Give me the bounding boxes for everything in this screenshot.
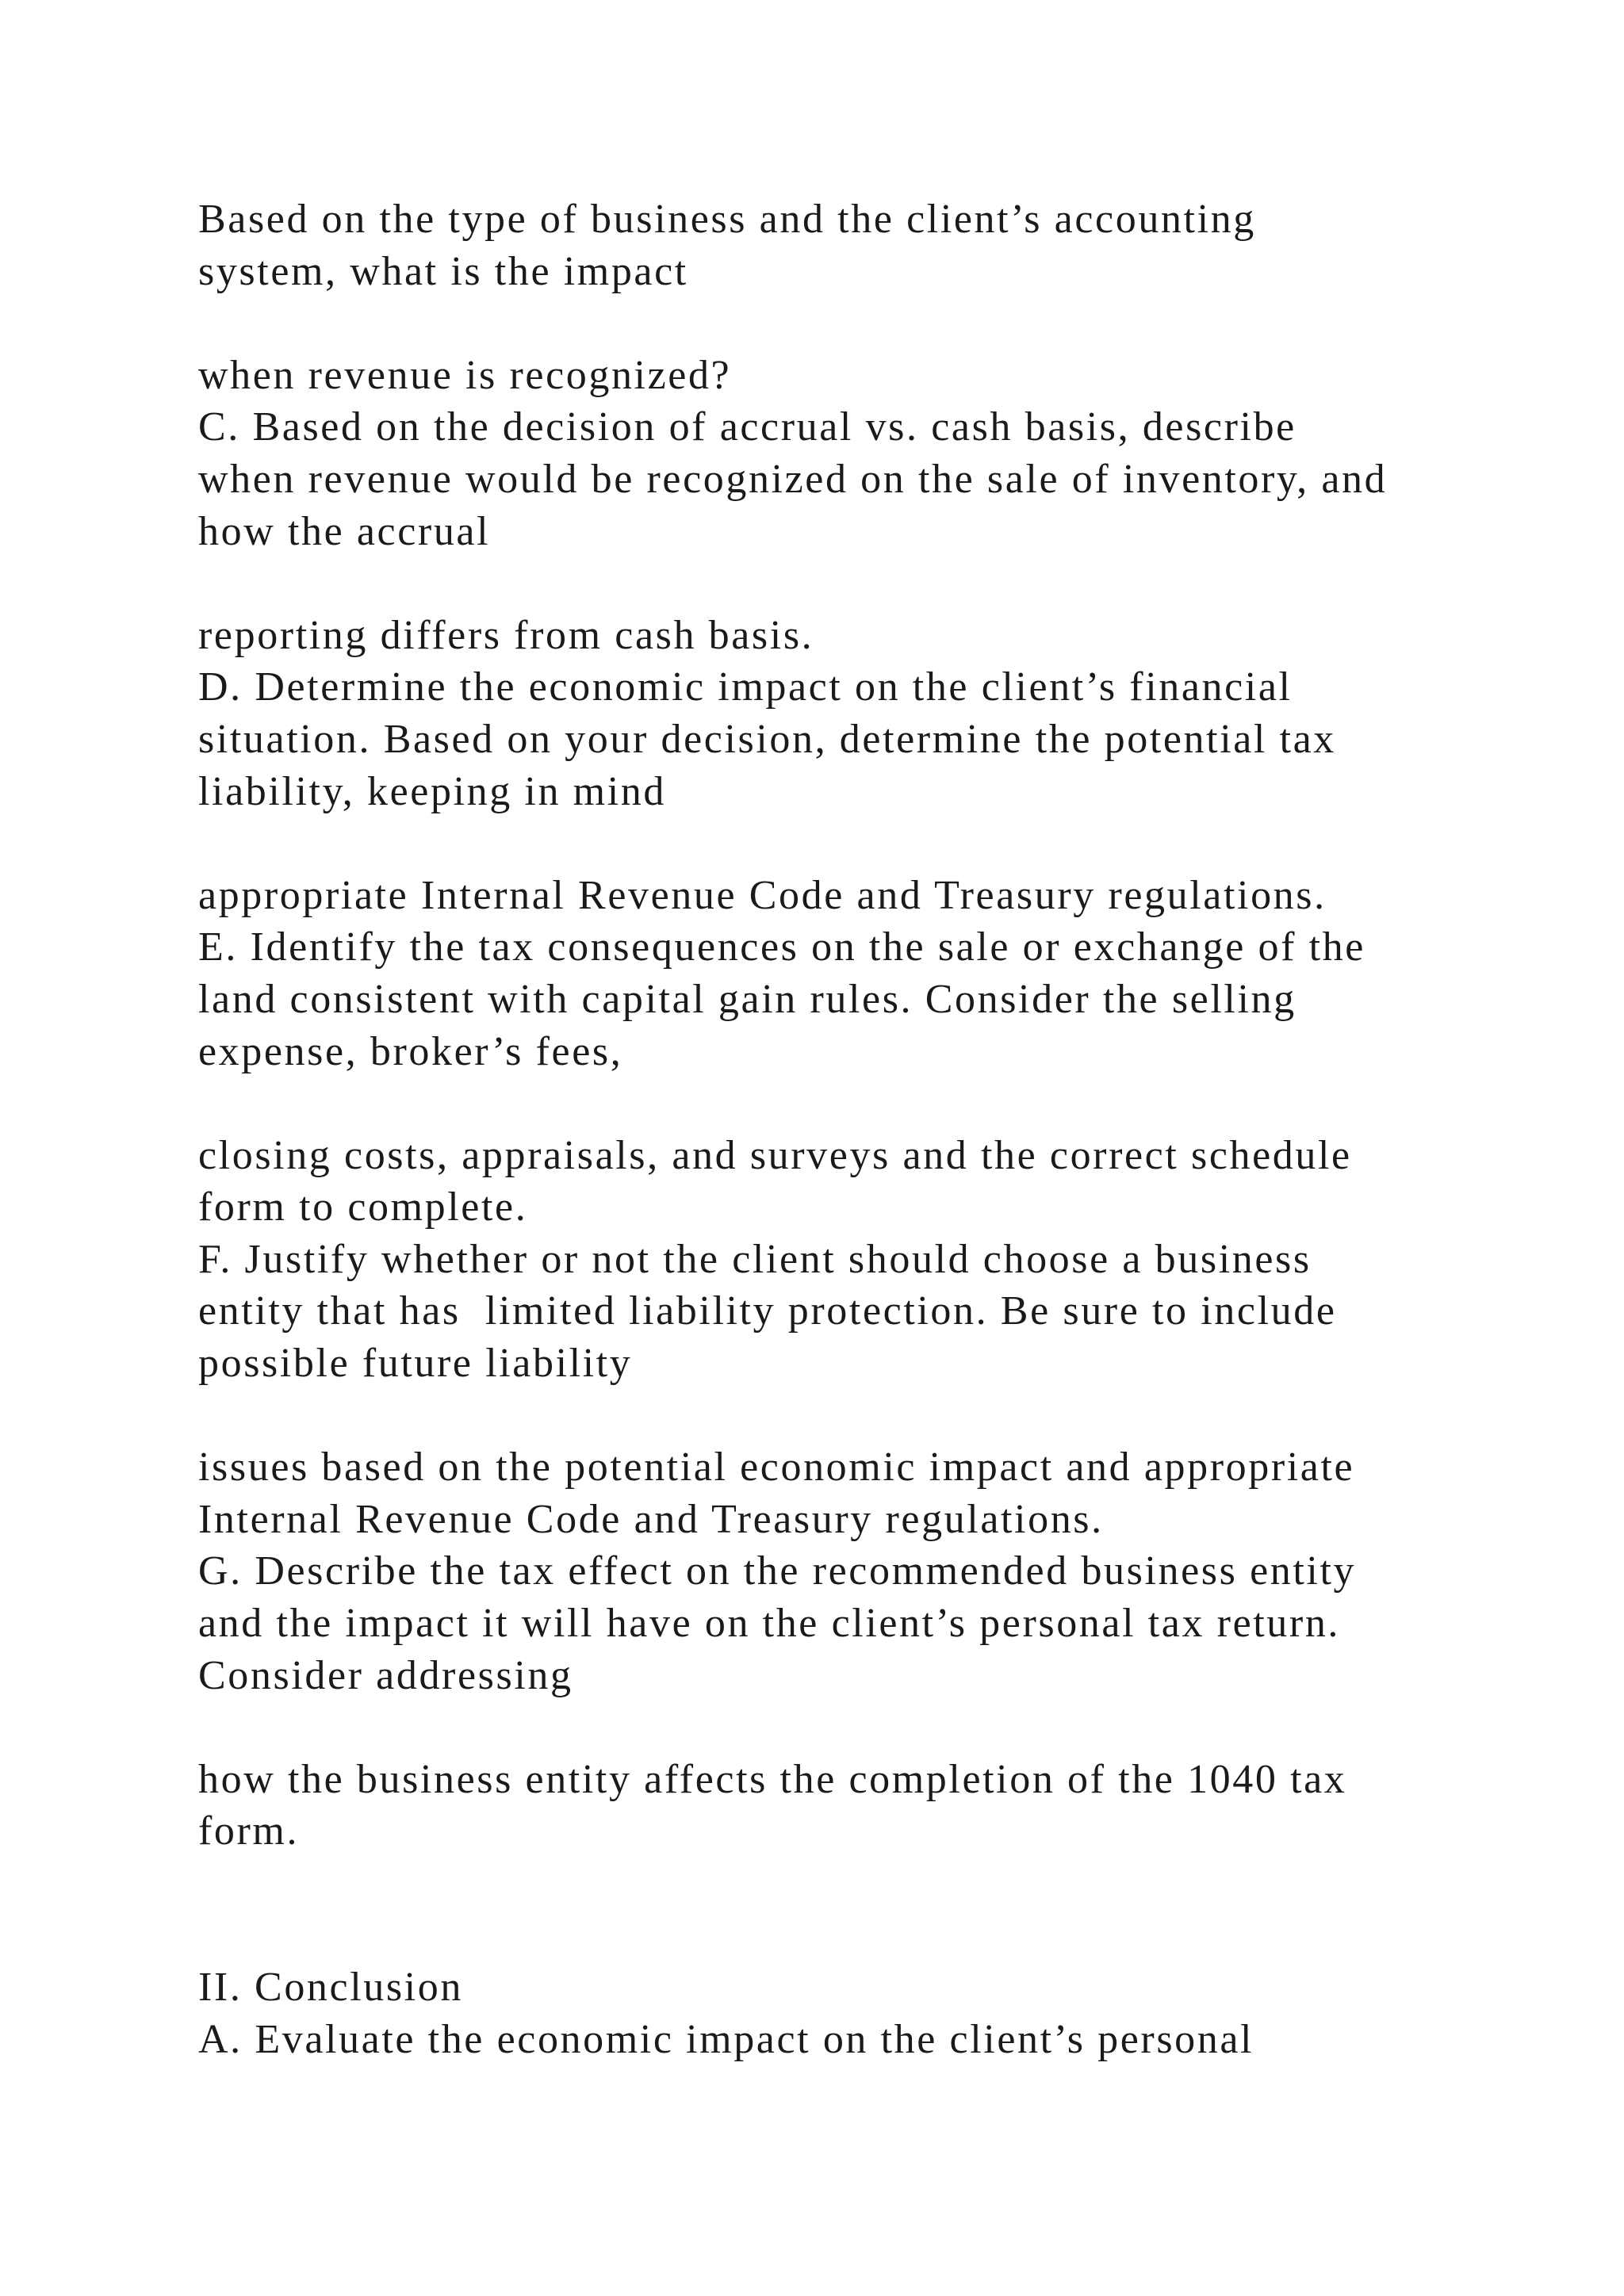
text-line: when revenue is recognized? — [198, 352, 732, 398]
document-body — [198, 193, 1499, 2065]
section-heading: II. Conclusion — [198, 1965, 463, 2011]
text-line: A. Evaluate the economic impact on the client’s personal — [198, 2016, 1254, 2062]
blank-line — [198, 557, 1499, 610]
text-line: how the accrual — [198, 508, 491, 554]
text-line: situation. Based on your decision, determine the potential tax — [198, 716, 1336, 762]
text-line: expense, broker’s fees, — [198, 1028, 623, 1074]
text-line: form to complete. — [198, 1184, 528, 1230]
text-line: reporting differs from cash basis. — [198, 612, 814, 658]
text-line: G. Describe the tax effect on the recommended business entity — [198, 1548, 1357, 1594]
text-line: Consider addressing — [198, 1652, 573, 1698]
blank-line — [198, 1858, 1499, 1961]
text-line: Based on the type of business and the client’s accounting — [198, 197, 1256, 242]
text-line: liability, keeping in mind — [198, 768, 666, 814]
blank-line — [198, 1701, 1499, 1754]
text-line: issues based on the potential economic impact and appropriate — [198, 1445, 1355, 1490]
text-line: and the impact it will have on the client’s personal tax return. — [198, 1601, 1341, 1647]
text-line: closing costs, appraisals, and surveys and the correct schedule — [198, 1132, 1352, 1178]
text-line: when revenue would be recognized on the sale of inventory, and — [198, 456, 1388, 502]
text-line: entity that has limited liability protection. Be sure to include — [198, 1288, 1337, 1334]
text-line: system, what is the impact — [198, 248, 688, 294]
blank-line — [198, 297, 1499, 350]
blank-line — [198, 817, 1499, 870]
text-line: possible future liability — [198, 1341, 633, 1387]
text-line: land consistent with capital gain rules. Consider the selling — [198, 976, 1297, 1022]
text-line: appropriate Internal Revenue Code and Treasury regulations. — [198, 872, 1327, 918]
text-line: C. Based on the decision of accrual vs. cash basis, describe — [198, 404, 1297, 450]
blank-line — [198, 1077, 1499, 1130]
text-line: Internal Revenue Code and Treasury regulations. — [198, 1496, 1104, 1542]
text-line: E. Identify the tax consequences on the sale or exchange of the — [198, 924, 1365, 970]
text-line: form. — [198, 1808, 300, 1854]
text-line: F. Justify whether or not the client should choose a business — [198, 1236, 1312, 1282]
blank-line — [198, 1390, 1499, 1442]
text-line: how the business entity affects the completion of the 1040 tax — [198, 1756, 1347, 1802]
text-line: D. Determine the economic impact on the client’s financial — [198, 664, 1293, 710]
